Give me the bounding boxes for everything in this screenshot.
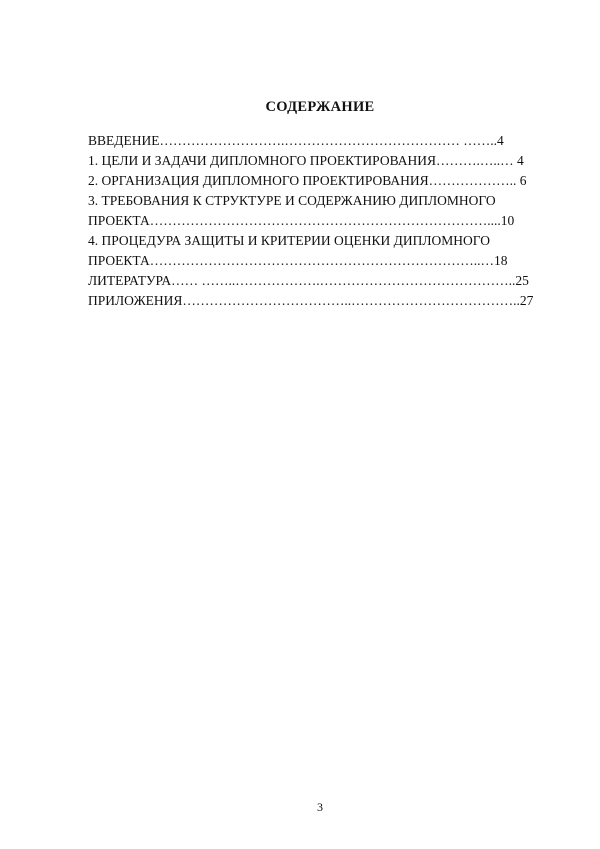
table-of-contents xyxy=(88,131,548,311)
toc-entry-line: 2. ОРГАНИЗАЦИЯ ДИПЛОМНОГО ПРОЕКТИРОВАНИЯ……………….. 6 xyxy=(88,173,527,188)
toc-entry-goals xyxy=(88,151,548,171)
toc-entry-appendices xyxy=(88,291,548,311)
toc-entry-line: ЛИТЕРАТУРА…… ……..……………….……………………………………..25 xyxy=(88,273,529,288)
toc-entry-line: 3. ТРЕБОВАНИЯ К СТРУКТУРЕ И СОДЕРЖАНИЮ ДИПЛОМНОГО xyxy=(88,193,496,208)
page-title: СОДЕРЖАНИЕ xyxy=(265,99,375,115)
toc-entry-defense xyxy=(88,231,548,271)
toc-entry-line: ПРОЕКТА………………………………………………………………..…18 xyxy=(88,253,508,268)
page-number: 3 xyxy=(317,800,323,814)
toc-entry-line: 4. ПРОЦЕДУРА ЗАЩИТЫ И КРИТЕРИИ ОЦЕНКИ ДИПЛОМНОГО xyxy=(88,233,490,248)
toc-entry-line: ВВЕДЕНИЕ……………………….………………………………… ……..4 xyxy=(88,133,504,148)
toc-entry-organization xyxy=(88,171,548,191)
toc-entry-literature xyxy=(88,271,548,291)
toc-entry-requirements xyxy=(88,191,548,231)
toc-entry-line: 1. ЦЕЛИ И ЗАДАЧИ ДИПЛОМНОГО ПРОЕКТИРОВАНИЯ……….…..… 4 xyxy=(88,153,524,168)
toc-entry-line: ПРИЛОЖЕНИЯ………………………………..………………………………..27 xyxy=(88,293,534,308)
toc-entry-introduction xyxy=(88,131,548,151)
toc-entry-line: ПРОЕКТА…………………………………………………………………....10 xyxy=(88,213,515,228)
